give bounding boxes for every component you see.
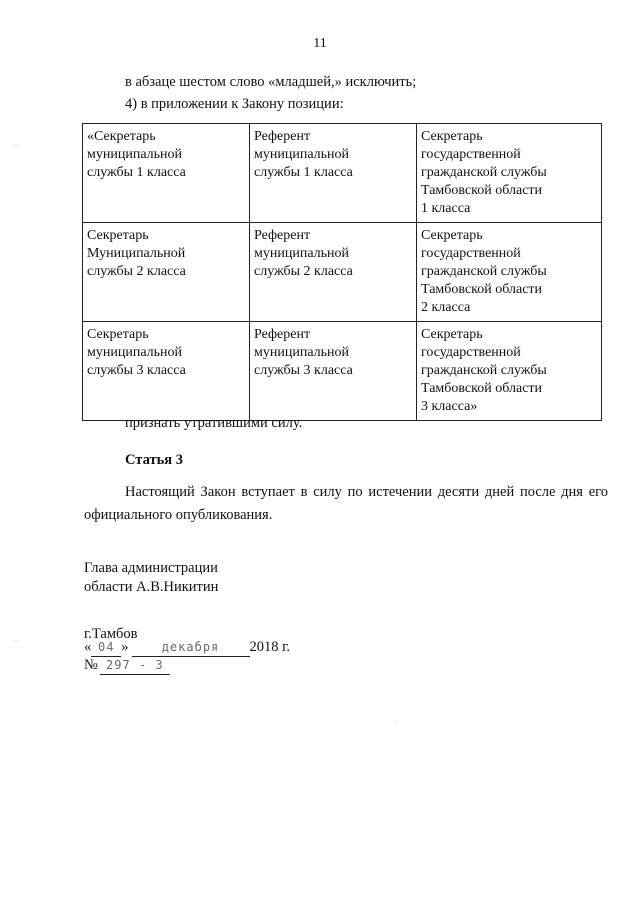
- cell-line: Тамбовской области: [421, 282, 543, 297]
- date-year: 2018 г.: [249, 639, 291, 655]
- cell-line: государственной: [421, 345, 521, 360]
- intro-line-2: 4) в приложении к Закону позиции:: [125, 96, 344, 112]
- page-number: 11: [313, 36, 327, 51]
- cell-line: муниципальной: [87, 345, 183, 360]
- cell-line: гражданской службы: [421, 363, 547, 378]
- cell-line: Секретарь: [87, 228, 149, 243]
- date-close-quote: »: [121, 639, 129, 655]
- cell-line: Муниципальной: [87, 246, 186, 261]
- scan-dot: [15, 145, 17, 146]
- signature-title: Глава администрации: [84, 560, 218, 576]
- table-cell: [250, 124, 417, 223]
- cell-line: 3 класса»: [421, 399, 478, 414]
- cell-line: Референт: [254, 228, 311, 243]
- scan-dot: [15, 640, 17, 641]
- cell-line: Тамбовской области: [421, 381, 543, 396]
- cell-line: Тамбовской области: [421, 183, 543, 198]
- cell-line: Секретарь: [87, 327, 149, 342]
- cell-line: муниципальной: [254, 345, 350, 360]
- table-cell: [417, 124, 602, 223]
- signature-name: области А.В.Никитин: [84, 579, 219, 595]
- cell-line: «Секретарь: [87, 129, 156, 144]
- cell-line: гражданской службы: [421, 264, 547, 279]
- cell-line: Референт: [254, 129, 311, 144]
- cell-line: Секретарь: [421, 129, 483, 144]
- date-open-quote: «: [84, 639, 92, 655]
- place-of-signing: г.Тамбов: [84, 626, 138, 642]
- cell-line: Секретарь: [421, 228, 483, 243]
- table-cell: [250, 322, 417, 421]
- cell-line: Секретарь: [421, 327, 483, 342]
- table-cell: [250, 223, 417, 322]
- cell-line: государственной: [421, 246, 521, 261]
- number-line: [84, 657, 170, 675]
- table-cell: [417, 223, 602, 322]
- positions-table: [82, 123, 602, 421]
- cell-line: службы 1 класса: [87, 165, 186, 180]
- date-day: 04: [98, 640, 115, 654]
- intro-line-1: в абзаце шестом слово «младшей,» исключить;: [125, 74, 417, 90]
- table-row: [83, 124, 602, 223]
- after-table-text: признать утратившими силу.: [125, 415, 303, 431]
- article-heading: Статья 3: [125, 452, 183, 468]
- date-line: [84, 639, 290, 657]
- table-row: [83, 223, 602, 322]
- date-month: декабря: [161, 640, 220, 654]
- table-row: [83, 322, 602, 421]
- cell-line: службы 3 класса: [87, 363, 186, 378]
- table-cell: [83, 124, 250, 223]
- cell-line: государственной: [421, 147, 521, 162]
- table-cell: [83, 223, 250, 322]
- cell-line: муниципальной: [254, 246, 350, 261]
- scan-dot: [394, 721, 396, 722]
- article-text: Настоящий Закон вступает в силу по истечении десяти дней после дня его официального опубликования.: [84, 484, 608, 523]
- cell-line: 2 класса: [421, 300, 471, 315]
- table-cell: [83, 322, 250, 421]
- number-sign: №: [84, 657, 98, 673]
- cell-line: гражданской службы: [421, 165, 547, 180]
- cell-line: службы 1 класса: [254, 165, 353, 180]
- cell-line: службы 3 класса: [254, 363, 353, 378]
- cell-line: службы 2 класса: [87, 264, 186, 279]
- cell-line: службы 2 класса: [254, 264, 353, 279]
- table-cell: [417, 322, 602, 421]
- cell-line: 1 класса: [421, 201, 471, 216]
- cell-line: муниципальной: [87, 147, 183, 162]
- cell-line: муниципальной: [254, 147, 350, 162]
- number-value: 297 - З: [106, 658, 164, 672]
- cell-line: Референт: [254, 327, 311, 342]
